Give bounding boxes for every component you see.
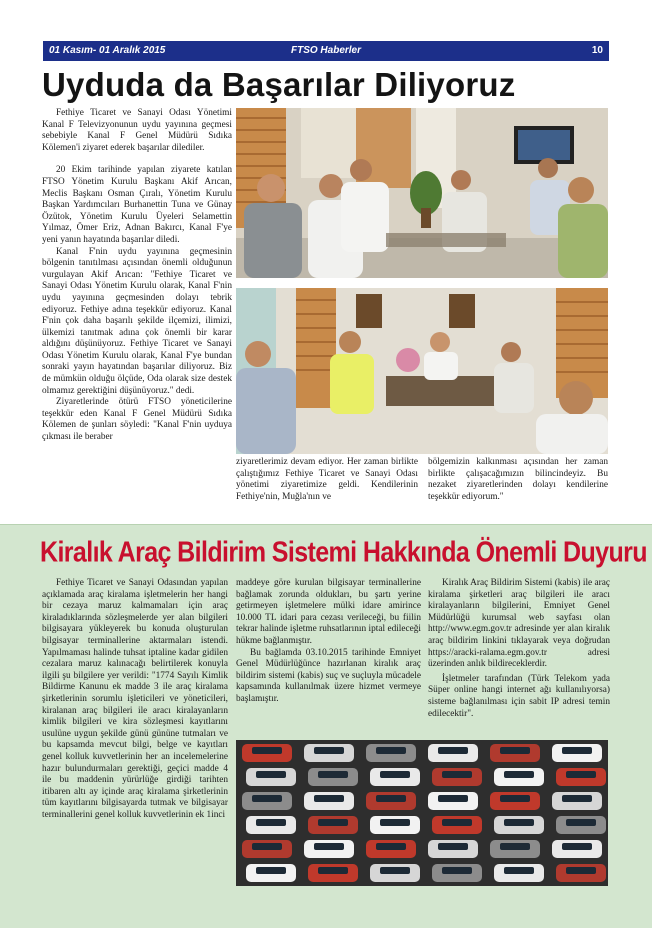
article2-paragraph: maddeye göre kurulan bilgisayar terminallerine bağlamak zorunda oldukları, bu şartı yerine getirmeyen işletmelere mülki idare amirince 10.000 TL idari para cezası verileceği, bu fiilin tekrar halinde işletme ruhsatlarının iptal edileceği hükme bağlanmıştır. [236, 578, 421, 646]
car-window-shape [380, 819, 410, 826]
parked-cars-photo [236, 740, 608, 886]
article1-title: Uyduda da Başarılar Diliyoruz [42, 66, 516, 103]
article2-paragraph: İşletmeler tarafından (Türk Telekom yada Süper online hangi internet ağı kullanılıyorsa) sisteme bağlanılması için sabit IP adresi temin edilecektir". [428, 673, 610, 719]
car-window-shape [256, 819, 286, 826]
meeting-photo-1-image [236, 108, 608, 278]
article2-column-1 [42, 578, 228, 821]
article1-paragraph: bölgemizin kalkınması açısından her zaman birlikte çalışacağımızın bilincindeyiz. Bu nezaket ziyaretlerinden dolayı kendilerine teşekkür ediyorum." [428, 457, 608, 502]
page-header-bar [43, 41, 609, 61]
section-name: FTSO Haberler [290, 45, 362, 56]
car-window-shape [566, 867, 596, 874]
page-number: 10 [591, 45, 603, 56]
car-window-shape [438, 795, 468, 802]
car-window-shape [252, 843, 282, 850]
article2-column-3 [428, 578, 610, 720]
car-window-shape [376, 795, 406, 802]
article1-column-left [42, 108, 232, 444]
article1-paragraph: Kanal F'nin uydu yayınına geçmesinin bölgenin tanıtılması açısından önemli olduğunun vurgulayan Akif Arıcan: "Fethiye Ticaret ve Sanayi Odası Yönetim Kurulu olarak, Kanal F'nin uydu yayınına geçmesinden dolayı tebrik ediyoruz. Fethiye adına teşekkür ediyoruz. Kanal F'nin çok daha başarılı şekilde ilçemizi, ilimizi, ülkemizi tanıtmak adına çok önemli bir karar aldığını düşünüyoruz. Fethiye Ticaret ve Sanayi Odası Yönetim Kurulu olarak, Kanal F'ye bundan sonraki yayın hayatından başarılar diliyoruz. Biz de mümkün olduğu ölçüde, Oda olarak size destek olmamız gerektiğini düşünüyoruz." dedi. [42, 246, 232, 396]
parked-cars-photo-image [236, 740, 608, 886]
car-window-shape [252, 795, 282, 802]
article1-paragraph: ziyaretlerimiz devam ediyor. Her zaman birlikte çalıştığımız Fethiye Ticaret ve Sanayi Odası yönetimi ziyaretimize geldi. Kendilerinin Fethiye'nin, Muğla'nın ve [236, 457, 418, 502]
car-window-shape [256, 867, 286, 874]
meeting-photo-2 [236, 288, 608, 454]
article1-paragraph: Ziyaretlerinde ötürü FTSO yöneticilerine teşekkür eden Kanal F Genel Müdürü Sıdıka Kölemen de şunları söyledi: "Kanal F'nin uyduya çıkması ile beraber [42, 397, 232, 443]
car-window-shape [504, 867, 534, 874]
meeting-photo-1 [236, 108, 608, 278]
article1-paragraph: 20 Ekim tarihinde yapılan ziyarete katılan FTSO Yönetim Kurulu Başkanı Akif Arıcan, Meclis Başkanı Osman Çıralı, Yönetim Kurulu Başkan Yardımcıları Burhanettin Tuna ve Günay Özütok, Yönetim Kurulu Üyeleri Selamettin Yılmaz, Ömer Eriz, Adnan Bakırcı, Kanal F'ye yeni yanın hayatında başarılar diledi. [42, 165, 232, 245]
article2-paragraph: Fethiye Ticaret ve Sanayi Odasından yapılan açıklamada araç kiralama işletmelerin her hangi bir cezaya maruz kalmamaları için araç kiraladıklarında sözleşmelerde yer alan bilgileri bilgisayara yükleyerek bu konuda oluşturulan bilgisayar terminallerine aktarmaları istendi. Yapılmaması halinde tuhsat iptaline kadar gidilen cezalara maruz kalınacağı belirtilerek konuyla ilgili şu bilgilere yer verildi: "1774 Sayılı Kimlik Bildirme Kanunu ek madde 3 ile araç kiralama şirketlerinin sorumlu işleticileri ve yöneticileri, kiralanan araç bilgileri ile aracı kiralayanların kimlik bilgileri ve kira sözleşmesi kayıtlarını usulüne uygun şekilde günü gününe tutmaları ve bu kapsamda mevcut bilgi, belge ve kayıtları genel kolluk kuvvetlerinin her an incelemelerine hazır bulundurmaları gerektiği, geçici madde 4 ile bu maddenin yürürlüğe girdiği tarihten itibaren altı ay içinde araç kiralama şirketlerinin tüm kayıtlarını bilgisayarda tutmak ve bilgisayar terminallerini genel kolluk kuvvetlerinin ek 1inci [42, 578, 228, 820]
car-window-shape [256, 771, 286, 778]
article2-column-2 [236, 578, 421, 706]
article1-continued-col2 [428, 457, 608, 503]
car-window-shape [318, 867, 348, 874]
car-window-shape [566, 819, 596, 826]
car-window-shape [566, 771, 596, 778]
car-window-shape [500, 795, 530, 802]
car-window-shape [376, 747, 406, 754]
car-window-shape [376, 843, 406, 850]
car-window-shape [442, 867, 472, 874]
car-window-shape [504, 819, 534, 826]
car-window-shape [314, 843, 344, 850]
car-window-shape [318, 819, 348, 826]
article1-continued-col1 [236, 457, 418, 503]
car-window-shape [438, 843, 468, 850]
meeting-photo-2-image [236, 288, 608, 454]
car-window-shape [438, 747, 468, 754]
car-window-shape [562, 795, 592, 802]
car-window-shape [318, 771, 348, 778]
car-window-shape [504, 771, 534, 778]
car-window-shape [314, 795, 344, 802]
car-window-shape [442, 771, 472, 778]
article2-title: Kiralık Araç Bildirim Sistemi Hakkında Önemli Duyuru [40, 536, 647, 569]
car-window-shape [252, 747, 282, 754]
car-window-shape [314, 747, 344, 754]
car-window-shape [500, 843, 530, 850]
car-window-shape [380, 867, 410, 874]
article2-paragraph: Kiralık Araç Bildirim Sistemi (kabis) ile araç kiralama şirketleri araç bilgileri ile aracı kiralayanların bilgilerini, Emniyet Genel Müdürlüğü kurumsal web sayfası olan http://www.egm.gov.tr adresinde yer alan kiralık araç bildirim linkini tıklayarak veya doğrudan https://aracki-ralama.egm.gov.tr adresi üzerinden anlık bildireceklerdir. [428, 578, 610, 670]
car-window-shape [500, 747, 530, 754]
issue-date: 01 Kasım- 01 Aralık 2015 [49, 45, 166, 56]
article2-paragraph: Bu bağlamda 03.10.2015 tarihinde Emniyet Genel Müdürlüğünce hazırlanan kiralık araç bildirim sistemi (kabis) suç ve suçluyla mücadele kapsamında kullanılmak üzere hizmet vermeye başlamıştır. [236, 647, 421, 704]
car-window-shape [562, 843, 592, 850]
car-window-shape [442, 819, 472, 826]
car-window-shape [380, 771, 410, 778]
car-window-shape [562, 747, 592, 754]
article1-paragraph: Fethiye Ticaret ve Sanayi Odası Yönetimi Kanal F Televizyonunun uydu yayınına geçmesi sebebiyle Kanal F Genel Müdürü Sıdıka Kölemen'i ziyaret ederek başarılar dilediler. [42, 108, 232, 153]
